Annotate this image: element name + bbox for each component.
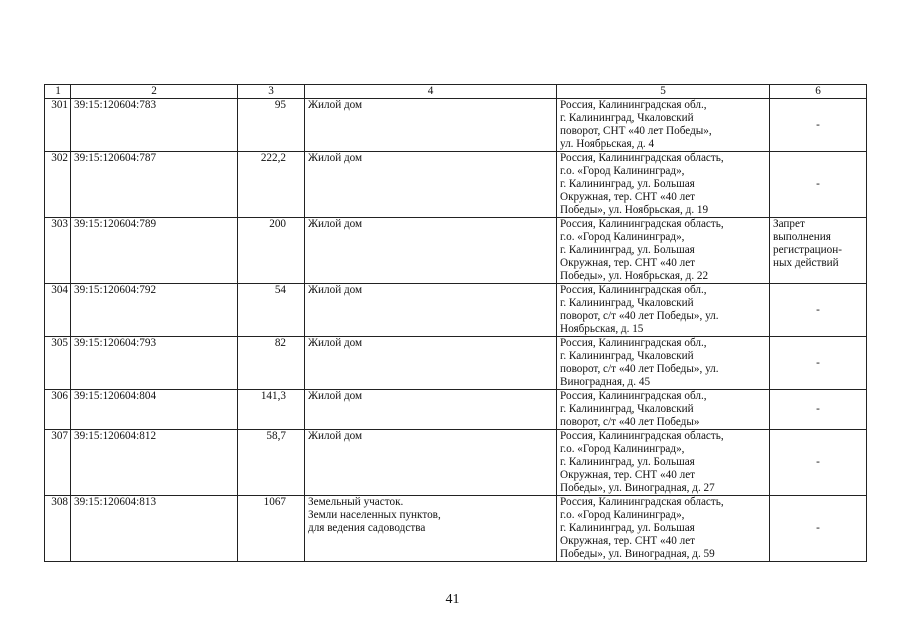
encumbrance-note: - bbox=[770, 390, 867, 430]
row-number: 301 bbox=[45, 99, 71, 152]
cadastral-number: 39:15:120604:812 bbox=[71, 430, 238, 496]
area-value: 200 bbox=[238, 218, 305, 284]
cadastral-number: 39:15:120604:792 bbox=[71, 284, 238, 337]
object-type: Жилой дом bbox=[305, 99, 557, 152]
cadastral-number: 39:15:120604:813 bbox=[71, 496, 238, 562]
encumbrance-note: - bbox=[770, 430, 867, 496]
address: Россия, Калининградская обл., г. Калининград, Чкаловский поворот, СНТ «40 лет Победы», ул. Ноябрьская, д. 4 bbox=[557, 99, 770, 152]
row-number: 303 bbox=[45, 218, 71, 284]
column-header-4: 4 bbox=[305, 85, 557, 99]
table-row bbox=[45, 390, 867, 430]
encumbrance-note: - bbox=[770, 284, 867, 337]
column-header-3: 3 bbox=[238, 85, 305, 99]
address: Россия, Калининградская обл., г. Калининград, Чкаловский поворот, с/т «40 лет Победы», ул. Виноградная, д. 45 bbox=[557, 337, 770, 390]
address: Россия, Калининградская область, г.о. «Город Калининград», г. Калининград, ул. Большая Окружная, тер. СНТ «40 лет Победы», ул. Виноградная, д. 59 bbox=[557, 496, 770, 562]
address: Россия, Калининградская область, г.о. «Город Калининград», г. Калининград, ул. Большая Окружная, тер. СНТ «40 лет Победы», ул. Ноябрьская, д. 19 bbox=[557, 152, 770, 218]
address: Россия, Калининградская обл., г. Калининград, Чкаловский поворот, с/т «40 лет Победы», ул. Ноябрьская, д. 15 bbox=[557, 284, 770, 337]
area-value: 141,3 bbox=[238, 390, 305, 430]
table-row bbox=[45, 496, 867, 562]
area-value: 95 bbox=[238, 99, 305, 152]
area-value: 54 bbox=[238, 284, 305, 337]
object-type: Жилой дом bbox=[305, 218, 557, 284]
area-value: 222,2 bbox=[238, 152, 305, 218]
encumbrance-note: - bbox=[770, 99, 867, 152]
page-number: 41 bbox=[445, 592, 460, 607]
row-number: 308 bbox=[45, 496, 71, 562]
object-type: Жилой дом bbox=[305, 152, 557, 218]
address: Россия, Калининградская обл., г. Калининград, Чкаловский поворот, с/т «40 лет Победы» bbox=[557, 390, 770, 430]
object-type: Жилой дом bbox=[305, 430, 557, 496]
encumbrance-note: - bbox=[770, 337, 867, 390]
area-value: 58,7 bbox=[238, 430, 305, 496]
address: Россия, Калининградская область, г.о. «Город Калининград», г. Калининград, ул. Большая Окружная, тер. СНТ «40 лет Победы», ул. Ноябрьская, д. 22 bbox=[557, 218, 770, 284]
property-registry-table bbox=[44, 84, 867, 562]
table-row bbox=[45, 99, 867, 152]
table-row bbox=[45, 218, 867, 284]
registry-sheet bbox=[44, 84, 862, 562]
address: Россия, Калининградская область, г.о. «Город Калининград», г. Калининград, ул. Большая Окружная, тер. СНТ «40 лет Победы», ул. Виноградная, д. 27 bbox=[557, 430, 770, 496]
cadastral-number: 39:15:120604:787 bbox=[71, 152, 238, 218]
encumbrance-note: - bbox=[770, 152, 867, 218]
column-header-2: 2 bbox=[71, 85, 238, 99]
cadastral-number: 39:15:120604:783 bbox=[71, 99, 238, 152]
column-header-6: 6 bbox=[770, 85, 867, 99]
table-row bbox=[45, 337, 867, 390]
row-number: 307 bbox=[45, 430, 71, 496]
column-header-1: 1 bbox=[45, 85, 71, 99]
object-type: Жилой дом bbox=[305, 337, 557, 390]
cadastral-number: 39:15:120604:804 bbox=[71, 390, 238, 430]
encumbrance-note: Запрет выполнения регистрацион- ных действий bbox=[770, 218, 867, 284]
table-row bbox=[45, 284, 867, 337]
row-number: 304 bbox=[45, 284, 71, 337]
table-header-row bbox=[45, 85, 867, 99]
object-type: Жилой дом bbox=[305, 390, 557, 430]
object-type: Земельный участок. Земли населенных пунктов, для ведения садоводства bbox=[305, 496, 557, 562]
cadastral-number: 39:15:120604:789 bbox=[71, 218, 238, 284]
cadastral-number: 39:15:120604:793 bbox=[71, 337, 238, 390]
area-value: 1067 bbox=[238, 496, 305, 562]
object-type: Жилой дом bbox=[305, 284, 557, 337]
table-row bbox=[45, 152, 867, 218]
area-value: 82 bbox=[238, 337, 305, 390]
table-row bbox=[45, 430, 867, 496]
column-header-5: 5 bbox=[557, 85, 770, 99]
row-number: 305 bbox=[45, 337, 71, 390]
encumbrance-note: - bbox=[770, 496, 867, 562]
row-number: 306 bbox=[45, 390, 71, 430]
row-number: 302 bbox=[45, 152, 71, 218]
